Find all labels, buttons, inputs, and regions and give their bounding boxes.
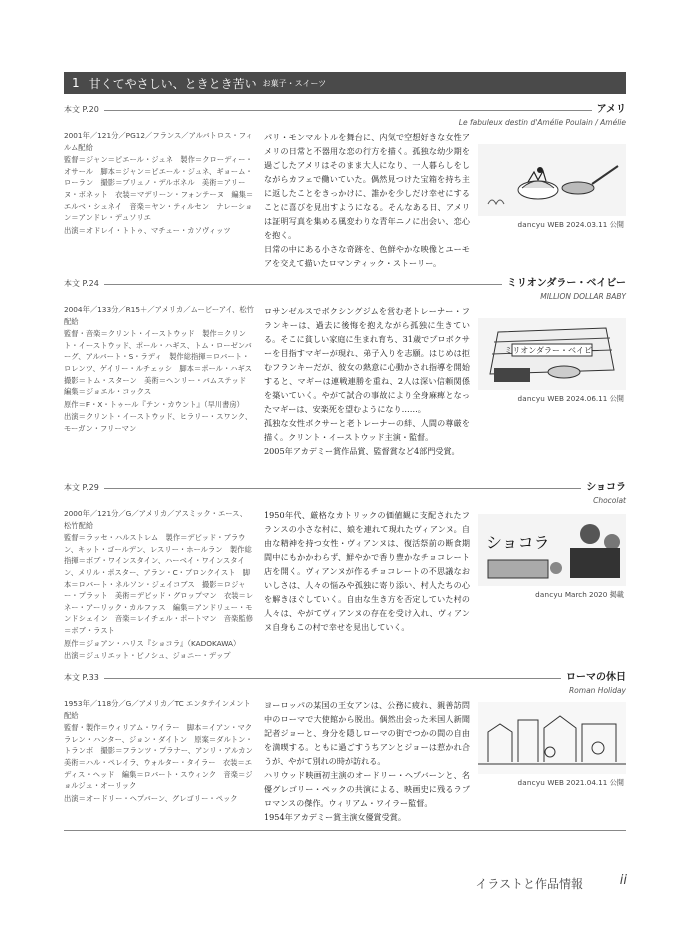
film-title: アメリ	[592, 104, 626, 116]
credit-magazine: dancyu	[517, 220, 546, 229]
film-entry-chocolat	[64, 482, 626, 661]
info-line: 1953年／118分／G／アメリカ／TC エンタテインメント配給	[64, 699, 251, 720]
illustration-credit	[478, 778, 626, 788]
header-rule	[64, 110, 626, 111]
info-line: 監督・製作＝ウィリアム・ワイラー 脚本＝イアン・マクラレン・ハンター、ジョン・ダイトン 原案＝ダルトン・トランボ 撮影＝フランツ・プラナー、アンリ・アルカン 美術＝ハル・ペレイラ、ウォルター・タイラー 衣装＝エディス・ヘッド 編集＝ロバート・スウィンク 音楽＝ジョルジュ・オーリック	[64, 723, 261, 791]
synopsis-paragraph: ハリウッド映画初主演のオードリー・ヘプバーンと、名優グレゴリー・ペックの共演による、映画史に残るラブロマンスの傑作。ウィリアム・ワイラー監督。	[264, 770, 470, 808]
page-reference: 本文 P.20	[64, 104, 104, 116]
info-line: 2004年／133分／R15＋／アメリカ／ムービーアイ、松竹配給	[64, 305, 254, 326]
rome-street-illustration-icon	[478, 702, 626, 774]
illustration-credit	[478, 394, 626, 404]
film-title: ミリオンダラー・ベイビー	[502, 278, 626, 290]
synopsis-paragraph: 2005年アカデミー賞作品賞、監督賞など4部門受賞。	[264, 446, 460, 456]
page-reference: 本文 P.29	[64, 482, 104, 494]
info-line: 2001年／121分／PG12／フランス／アルバトロス・フィルム配給	[64, 131, 253, 152]
film-info	[64, 304, 260, 436]
film-info	[64, 130, 254, 237]
info-line: 出演＝ジュリエット・ビノシュ、ジョニー・デップ	[64, 651, 231, 661]
original-title: MILLION DOLLAR BABY	[540, 292, 626, 301]
film-info	[64, 698, 261, 805]
film-header	[64, 278, 626, 292]
credit-magazine: dancyu	[517, 394, 546, 403]
synopsis-paragraph: 1950年代、厳格なカトリックの価値観に支配されたフランスの小さな村に、娘を連れて現れたヴィアンヌ。自由な精神を持つ女性・ヴィアンヌは、復活祭前の断食期間中にもかかわらず、鮮やかで香り豊かなチョコレート店を開く。ヴィアンヌが作るチョコレートの不思議なおいしさは、人々の悩みや孤独に寄り添い、村人たちの心を解きほぐしていく。自由な生き方を否定していた村の人々は、やがてヴィアンヌの存在を受け入れ、ヴィアンヌ自身もこの村で幸せを見出していく。	[264, 510, 470, 632]
film-entry-roman-holiday	[64, 672, 626, 822]
chapter-number: 1	[72, 76, 80, 90]
illustration-banner-text: ミリオンダラー・ベイビー	[504, 346, 600, 355]
chocolat-illustration-icon	[478, 514, 626, 586]
credit-date: WEB 2024.03.11 公開	[545, 220, 624, 229]
film-entry-million-dollar-baby	[64, 278, 626, 468]
original-title: Le fabuleux destin d'Amélie Poulain / Amélie	[458, 118, 626, 127]
film-info	[64, 508, 254, 663]
credit-magazine: dancyu	[517, 778, 546, 787]
film-illustration	[478, 514, 626, 586]
info-line: 監督＝ジャン＝ピエール・ジュネ 製作＝クローディー・オサール 脚本＝ジャン＝ピエール・ジュネ、ギョーム・ローラン 撮影＝ブリュノ・デルボネル 美術＝アリーヌ・ボネット 衣装＝マデリーン・フォンテーヌ 編集＝エルベ・シュネイ 音楽＝ヤン・ティルセン ナレーション＝アンドレ・デュソリエ	[64, 155, 254, 223]
header-rule	[64, 678, 626, 679]
info-line: 監督・音楽＝クリント・イーストウッド 製作＝クリント・イーストウッド、ポール・ハギス、トム・ローゼンバーグ、アルバート・S・ラディ 製作総指揮＝ロバート・ロレンツ、ゲイリー・ルチェッシ 脚本＝ポール・ハギス 撮影＝トム・スターン 美術＝ヘンリー・バムステッド 編集＝ジョエル・コックス	[64, 329, 260, 397]
header-rule	[64, 488, 626, 489]
synopsis-paragraph: ロサンゼルスでボクシングジムを営む老トレーナー・フランキーは、過去に後悔を抱えながら孤独に生きている。そこに貧しい家庭に生まれ育ち、31歳でプロボクサーを目指すマギーが現れ、弟子入りを志願。はじめは拒むフランキーだが、彼女の熱意に心動かされ指導を開始すると、マギーは連戦連勝を重ね、2人は深い信頼関係を築いていく。やがて試合の事故により全身麻痺となったマギーは、安楽死を望むようになり……。	[264, 306, 470, 414]
synopsis-paragraph: 日常の中にある小さな奇跡を、色鮮やかな映像とユーモアを交えて描いたロマンティック・ストーリー。	[264, 244, 470, 268]
info-line: 原作＝ジョアン・ハリス『ショコラ』（KADOKAWA）	[64, 638, 241, 648]
original-title: Chocolat	[593, 496, 626, 505]
chapter-title: 甘くてやさしい、ときとき苦い	[88, 76, 257, 91]
film-synopsis	[264, 130, 470, 270]
boxing-ring-illustration-icon	[478, 318, 626, 390]
illustration-credit	[478, 590, 626, 600]
film-header	[64, 482, 626, 496]
synopsis-paragraph: パリ・モンマルトルを舞台に、内気で空想好きな女性アメリの日常と不器用な恋の行方を描く。孤独な幼少期を過ごしたアメリはそのまま大人になり、一人暮らしをしながらカフェで働いていた。偶然見つけた宝箱を持ち主に返したことをきっかけに、誰かを少しだけ幸せにすることに喜びを見出すようになる。そんなある日、アメリは証明写真を集める風変わりな青年ニノに出会い、恋心を抱く。	[264, 132, 470, 240]
synopsis-paragraph: ヨーロッパの某国の王女アンは、公務に疲れ、親善訪問中のローマで大使館から脱出。偶然出会った米国人新聞記者ジョーと、身分を隠しローマの街でつかの間の自由を満喫する。ともに過ごすうちアンとジョーは惹かれ合うが、やがて別れの時が訪れる。	[264, 700, 470, 766]
chapter-banner	[64, 72, 626, 94]
credit-magazine: dancyu	[535, 590, 563, 599]
synopsis-paragraph: 孤独な女性ボクサーと老トレーナーの絆、人間の尊厳を描く。クリント・イーストウッド主演・監督。	[264, 418, 470, 442]
film-entry-amelie	[64, 104, 626, 274]
credit-date: WEB 2021.04.11 公開	[545, 778, 624, 787]
page-number: ii	[619, 873, 627, 888]
info-line: 2000年／121分／G／アメリカ／アスミック・エース、松竹配給	[64, 509, 247, 530]
film-title: ローマの休日	[561, 672, 626, 684]
film-illustration	[478, 144, 626, 216]
synopsis-paragraph: 1954年アカデミー賞主演女優賞受賞。	[264, 812, 406, 822]
credit-date: March 2020 掲載	[562, 590, 624, 599]
film-illustration	[478, 318, 626, 390]
film-synopsis	[264, 508, 470, 634]
info-line: 出演＝オードリー・ヘプバーン、グレゴリー・ペック	[64, 793, 238, 803]
dessert-illustration-icon	[478, 144, 626, 216]
footer-label: イラストと作品情報	[475, 877, 583, 891]
film-title: ショコラ	[581, 482, 626, 494]
film-illustration	[478, 702, 626, 774]
chapter-subtitle: お菓子・スイーツ	[262, 78, 327, 88]
info-line: 監督＝ラッセ・ハルストレム 製作＝デビッド・ブラウン、キット・ゴールデン、レスリー・ホールラン 製作総指揮＝ボブ・ワインスタイン、ハーベイ・ワインスタイン、メリル・ポスター、アラン・C・ブロンクイスト 脚本＝ロバート・ネルソン・ジェイコブス 撮影＝ロジャー・プラット 美術＝デビッド・グロップマン 衣装＝レネー・アーリック・カルファス 編集＝アンドリュー・モンドシェイン 音楽＝レイチェル・ポートマン 音楽監修＝ボブ・ラスト	[64, 533, 254, 635]
film-synopsis	[264, 698, 470, 824]
info-line: 出演＝オドレイ・トトゥ、マチュー・カソヴィッツ	[64, 225, 231, 235]
film-header	[64, 672, 626, 686]
film-header	[64, 104, 626, 118]
film-synopsis	[264, 304, 470, 458]
credit-date: WEB 2024.06.11 公開	[545, 394, 624, 403]
page-reference: 本文 P.33	[64, 672, 104, 684]
illustration-credit	[478, 220, 626, 230]
illustration-logo-text: ショコラ	[486, 533, 550, 552]
original-title: Roman Holiday	[568, 686, 626, 695]
info-line: 出演＝クリント・イーストウッド、ヒラリー・スワンク、モーガン・フリーマン	[64, 412, 253, 433]
page-reference: 本文 P.24	[64, 278, 104, 290]
bottom-divider	[64, 830, 626, 831]
info-line: 原作＝F・X・トゥール『テン・カウント』（早川書房）	[64, 399, 244, 409]
